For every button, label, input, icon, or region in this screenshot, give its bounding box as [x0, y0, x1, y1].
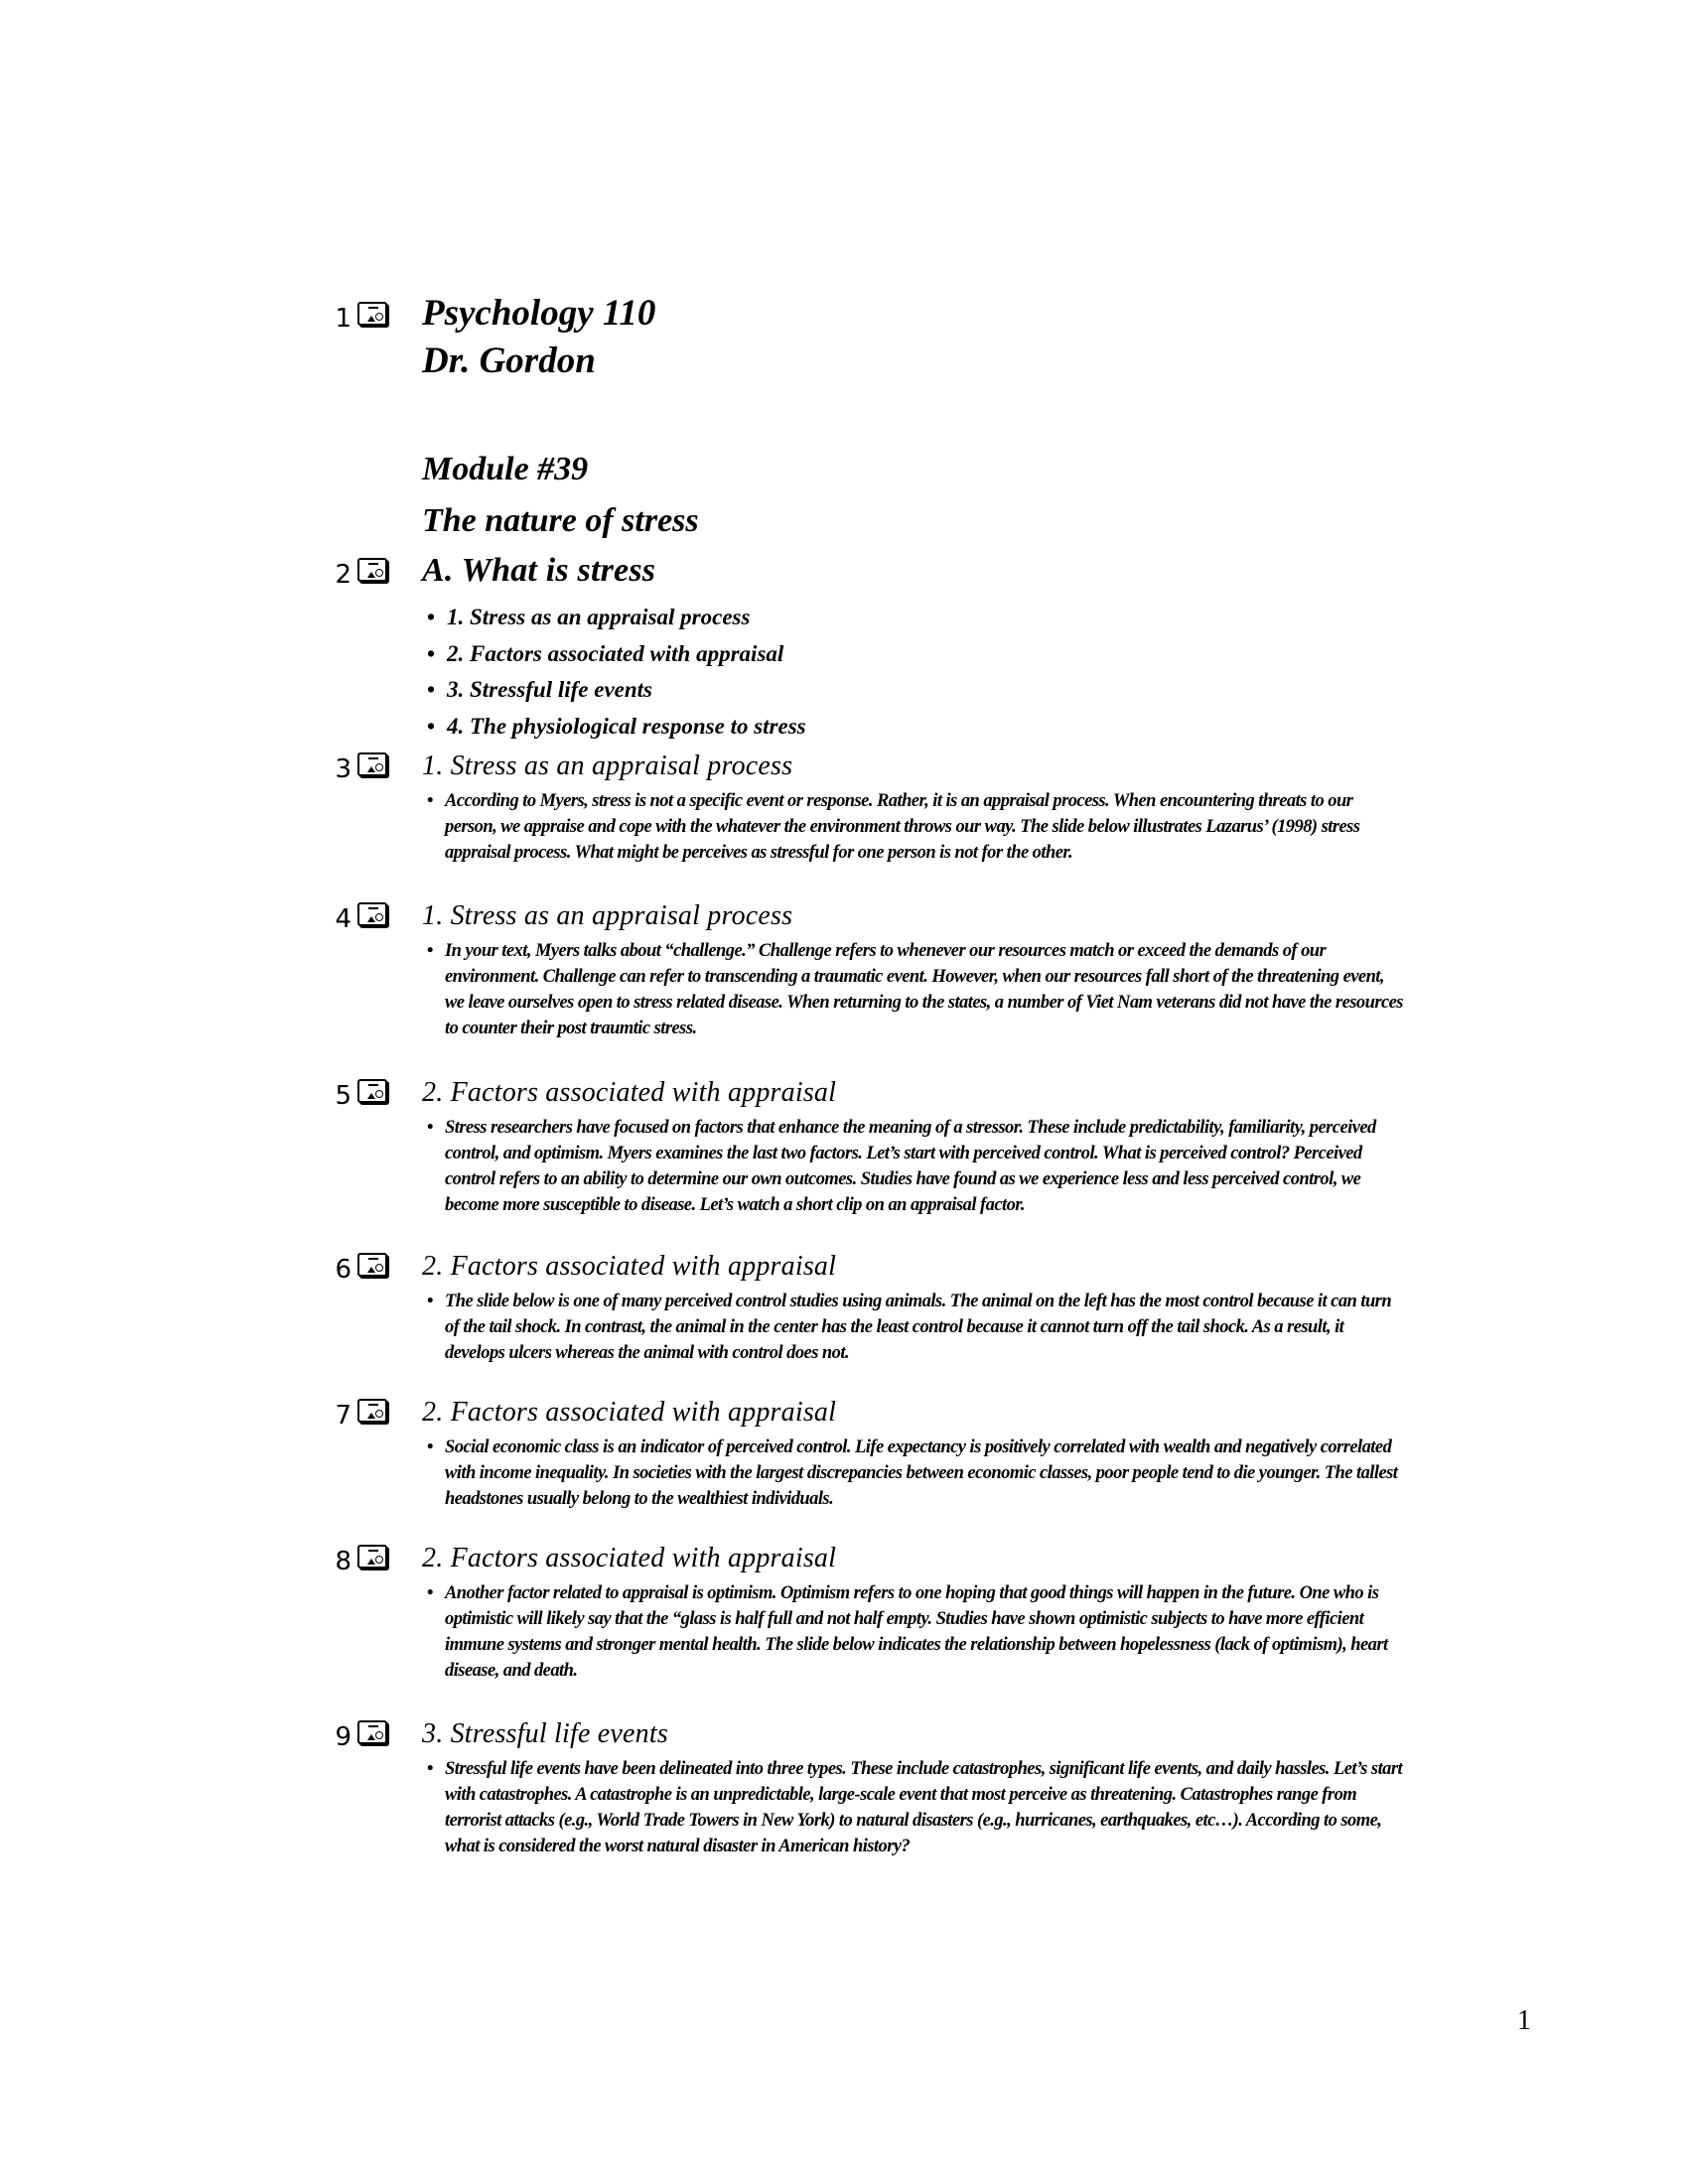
course-title: Psychology 110	[422, 293, 656, 334]
note-text: • Another factor related to appraisal is optimism. Optimism refers to one hoping that good things will happen in the future. One who is optimistic will likely say that the “glass is half full and not half empty. Studies have shown optimistic subjects to have more efficient immune systems and stronger mental health. The slide below indicates the relationship between hopelessness (lack of optimism), heart disease, and death.	[427, 1580, 1405, 1684]
slide-thumbnail-icon[interactable]	[357, 752, 387, 776]
slide-notes	[427, 938, 1405, 1041]
slide-thumbnail-icon[interactable]	[357, 1545, 387, 1569]
slide-notes	[427, 1756, 1405, 1859]
slide-thumbnail-icon[interactable]	[357, 302, 387, 326]
outline-item: • 2. Factors associated with appraisal	[427, 636, 806, 673]
slide-number: 3	[335, 754, 352, 784]
slide-thumbnail-icon[interactable]	[357, 902, 387, 926]
slide-number: 4	[335, 904, 352, 934]
outline-item: • 1. Stress as an appraisal process	[427, 600, 806, 636]
slide-thumbnail-icon[interactable]	[357, 1720, 387, 1744]
slide-heading: 2. Factors associated with appraisal	[422, 1397, 837, 1428]
slide-number: 8	[335, 1547, 352, 1576]
slide-heading: A. What is stress	[422, 552, 656, 589]
slide-heading: 1. Stress as an appraisal process	[422, 751, 793, 781]
slide-number: 9	[335, 1722, 352, 1752]
slide-notes	[427, 788, 1405, 866]
note-text: • Social economic class is an indicator of perceived control. Life expectancy is positively correlated with wealth and negatively correlated with income inequality. In societies with the largest discrepancies between economic classes, poor people tend to die younger. The tallest headstones usually belong to the wealthiest individuals.	[427, 1434, 1405, 1512]
slide-heading: 3. Stressful life events	[422, 1718, 668, 1749]
slide-notes	[427, 1289, 1405, 1366]
slide-number: 5	[335, 1081, 352, 1111]
outline-item: • 3. Stressful life events	[427, 672, 806, 709]
module-number: Module #39	[422, 451, 589, 487]
slide-number: 7	[335, 1401, 352, 1431]
note-text: • Stress researchers have focused on factors that enhance the meaning of a stressor. These include predictability, familiarity, perceived control, and optimism. Myers examines the last two factors. Let’s start with perceived control. What is perceived control? Perceived control refers to an ability to determine our own outcomes. Studies have found as we experience less and less perceived control, we become more susceptible to disease. Let’s watch a short clip on an appraisal factor.	[427, 1115, 1405, 1218]
outline-item: • 4. The physiological response to stress	[427, 709, 806, 746]
slide-heading: 1. Stress as an appraisal process	[422, 900, 793, 931]
slide-number: 6	[335, 1255, 352, 1285]
slide-thumbnail-icon[interactable]	[357, 1399, 387, 1423]
note-text: • In your text, Myers talks about “challenge.” Challenge refers to whenever our resources match or exceed the demands of our environment. Challenge can refer to transcending a traumatic event. However, when our resources fall short of the threatening event, we leave ourselves open to stress related disease. When returning to the states, a number of Viet Nam veterans did not have the resources to counter their post traumtic stress.	[427, 938, 1405, 1041]
slide-notes	[427, 1580, 1405, 1684]
slide-heading: 2. Factors associated with appraisal	[422, 1543, 837, 1573]
page-number: 1	[1517, 2005, 1531, 2036]
note-text: • According to Myers, stress is not a specific event or response. Rather, it is an appraisal process. When encountering threats to our person, we appraise and cope with the whatever the environment throws our way. The slide below illustrates Lazarus’ (1998) stress appraisal process. What might be perceives as stressful for one person is not for the other.	[427, 788, 1405, 866]
slide-number: 1	[335, 304, 352, 334]
slide-thumbnail-icon[interactable]	[357, 1079, 387, 1103]
note-text: • Stressful life events have been delineated into three types. These include catastrophes, significant life events, and daily hassles. Let’s start with catastrophes. A catastrophe is an unpredictable, large-scale event that most perceive as threatening. Catastrophes range from terrorist attacks (e.g., World Trade Towers in New York) to natural disasters (e.g., hurricanes, earthquakes, etc…). According to some, what is considered the worst natural disaster in American history?	[427, 1756, 1405, 1859]
slide-number: 2	[335, 560, 352, 590]
slide-thumbnail-icon[interactable]	[357, 1253, 387, 1277]
slide-notes	[427, 1434, 1405, 1512]
slide-heading: 2. Factors associated with appraisal	[422, 1077, 837, 1108]
note-text: • The slide below is one of many perceived control studies using animals. The animal on the left has the most control because it can turn of the tail shock. In contrast, the animal in the center has the least control because it cannot turn off the tail shock. As a result, it develops ulcers whereas the animal with control does not.	[427, 1289, 1405, 1366]
topic-outline	[427, 600, 806, 745]
slide-notes	[427, 1115, 1405, 1218]
instructor-name: Dr. Gordon	[422, 341, 596, 381]
slide-heading: 2. Factors associated with appraisal	[422, 1251, 837, 1282]
module-title: The nature of stress	[422, 502, 699, 539]
slide-thumbnail-icon[interactable]	[357, 558, 387, 582]
